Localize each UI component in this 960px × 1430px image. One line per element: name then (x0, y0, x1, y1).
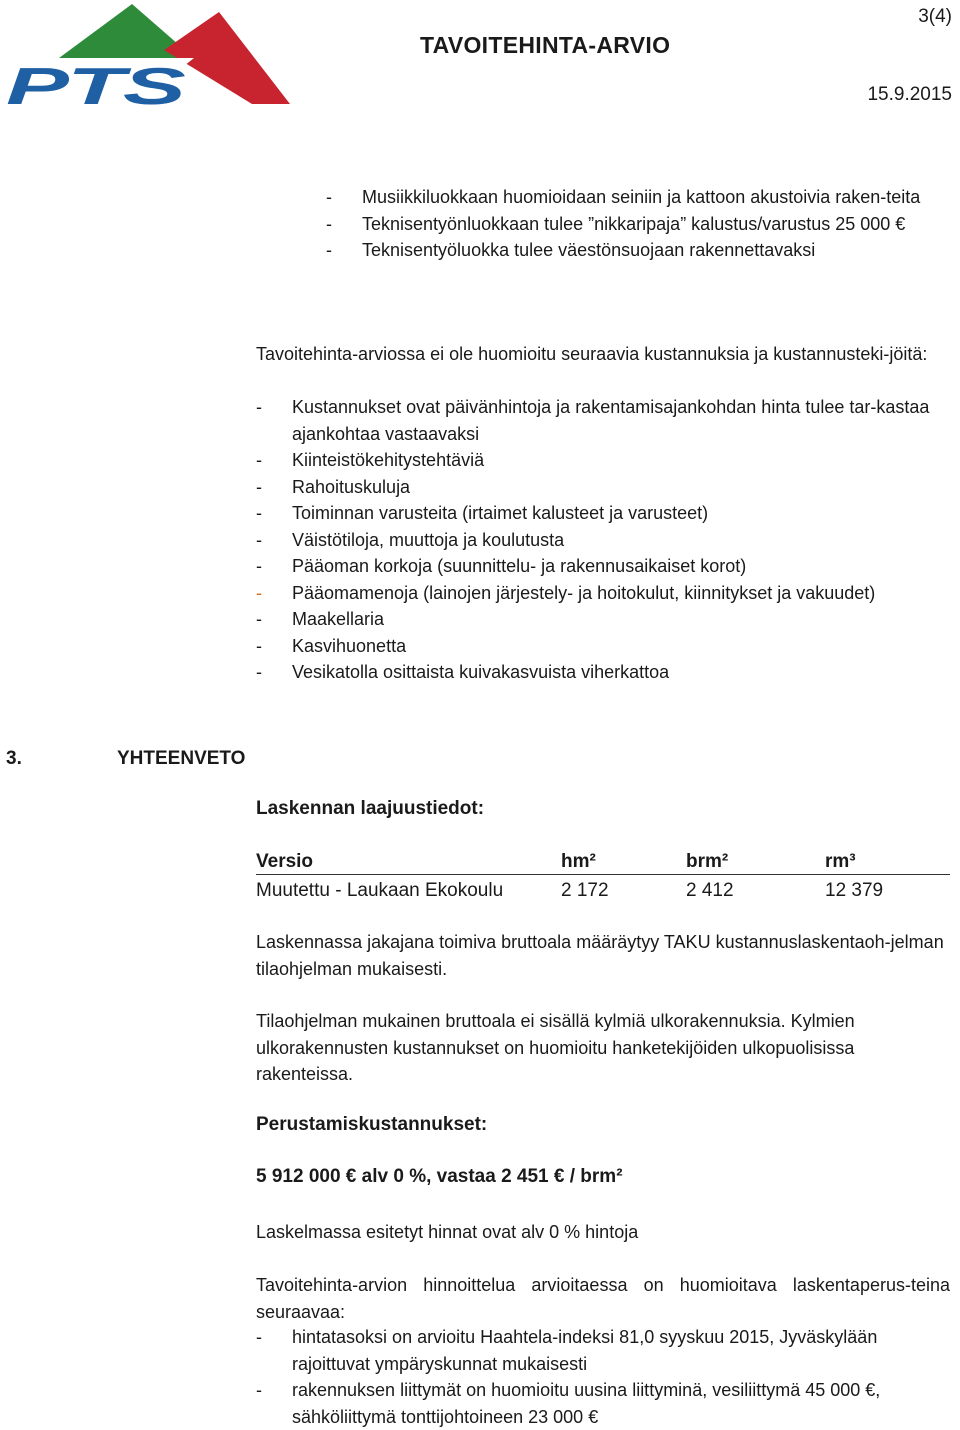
exclusions-intro: Tavoitehinta-arviossa ei ole huomioitu seuraavia kustannuksia ja kustannusteki-jöitä: (256, 344, 928, 364)
exclusions-list (256, 394, 950, 686)
list-item: - Vesikatolla osittaista kuivakasvuista viherkattoa (256, 662, 670, 682)
costs-total: 5 912 000 € alv 0 %, vastaa 2 451 € / brm² (256, 1166, 623, 1187)
bottom-list (256, 1324, 950, 1430)
list-item: - Musiikkiluokkaan huomioidaan seiniin ja kattoon akustoivia raken-teita (326, 187, 921, 207)
pts-logo (4, 0, 294, 112)
paragraph-hinnat: Laskelmassa esitetyt hinnat ovat alv 0 % hintoja (256, 1222, 639, 1242)
column-header-rm3: rm³ (825, 850, 950, 875)
list-item: - Kustannukset ovat päivänhintoja ja rakentamisajankohdan hinta tulee tar-kastaa ajankohtaa vastaavaksi (256, 397, 930, 444)
column-header-version: Versio (256, 850, 561, 875)
paragraph-tavoitehinta: Tavoitehinta-arvion hinnoittelua arvioitaessa on huomioitava laskentaperus-teina seuraavaa: (256, 1275, 950, 1322)
list-item: - Pääoman korkoja (suunnittelu- ja rakennusaikaiset korot) (256, 556, 747, 576)
list-item: - Teknisentyönluokkaan tulee ”nikkaripaja” kalustus/varustus 25 000 € (326, 213, 906, 234)
list-item: - Väistötiloja, muuttoja ja koulutusta (256, 529, 565, 550)
cell-rm3: 12 379 (825, 880, 884, 901)
logo-text: PTS (6, 58, 187, 112)
list-item: - Pääomamenoja (lainojen järjestely- ja hoitokulut, kiinnitykset ja vakuudet) (256, 582, 876, 603)
section-number: 3. (6, 748, 22, 769)
paragraph-tilaohjelma: Tilaohjelman mukainen bruttoala ei sisällä kylmiä ulkorakennuksia. Kylmien ulkorakennusten kustannukset on huomioitu hanketekijöiden ulkopuolisissa rakenteissa. (256, 1011, 855, 1084)
page-number: 3(4) (918, 6, 952, 27)
column-header-brm2: brm² (686, 850, 825, 875)
top-list (326, 184, 950, 264)
list-item: - Kiinteistökehitystehtäviä (256, 450, 485, 470)
list-item: - rakennuksen liittymät on huomioitu uusina liittyminä, vesiliittymä 45 000 €, sähköliittymä tonttijohtoineen 23 000 € (256, 1380, 881, 1427)
cell-version: Muutettu - Laukaan Ekokoulu (256, 880, 504, 901)
list-item: - Toiminnan varusteita (irtaimet kalusteet ja varusteet) (256, 503, 709, 523)
paragraph-jakaja: Laskennassa jakajana toimiva bruttoala määräytyy TAKU kustannuslaskentaoh-jelman tilaohjelman mukaisesti. (256, 932, 944, 979)
cell-hm2: 2 172 (561, 880, 609, 901)
scope-heading: Laskennan laajuustiedot: (256, 798, 485, 819)
scope-table (256, 850, 950, 905)
cell-brm2: 2 412 (686, 880, 734, 901)
document-title: TAVOITEHINTA-ARVIO (420, 32, 671, 58)
list-item: - Teknisentyöluokka tulee väestönsuojaan rakennettavaksi (326, 240, 816, 260)
table-header-row (256, 850, 950, 875)
list-item: - Maakellaria (256, 609, 385, 629)
column-header-hm2: hm² (561, 850, 686, 875)
section-title: YHTEENVETO (117, 748, 246, 769)
costs-heading: Perustamiskustannukset: (256, 1114, 488, 1135)
list-item: - Rahoituskuluja (256, 476, 411, 497)
list-item: - Kasvihuonetta (256, 635, 407, 656)
table-row (256, 875, 950, 906)
list-item: - hintatasoksi on arvioitu Haahtela-indeksi 81,0 syyskuu 2015, Jyväskylään rajoittuvat ympäryskunnat mukaisesti (256, 1327, 878, 1374)
document-date: 15.9.2015 (867, 84, 952, 105)
